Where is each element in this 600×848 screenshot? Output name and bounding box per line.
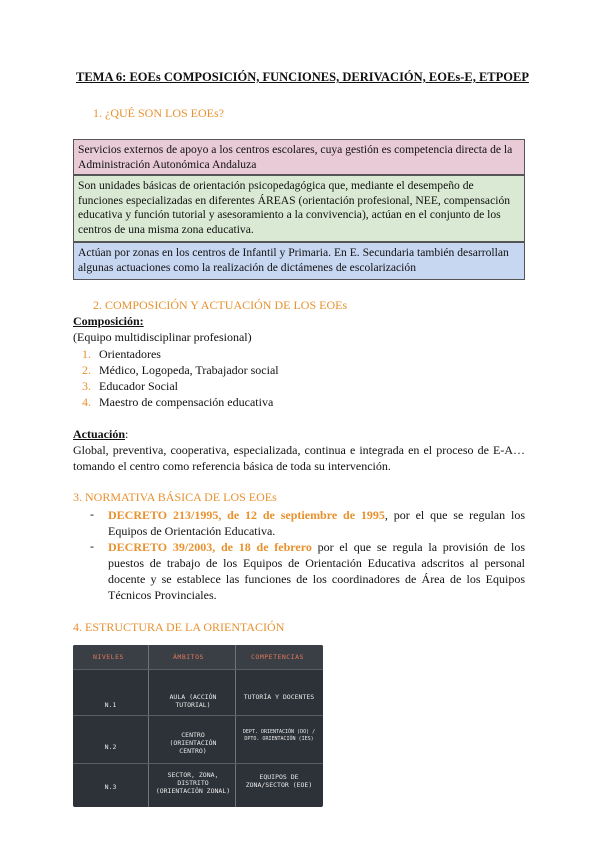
row-2-competencia: DEPT. ORIENTACIÓN (DO) / DPTO. ORIENTACIÓN (IES)	[242, 729, 316, 742]
row-divider	[73, 763, 323, 764]
info-box-1-text: Servicios externos de apoyo a los centros escolares, cuya gestión es competencia directa de la Administración Autonómica Andaluza	[78, 143, 513, 171]
composicion-list	[73, 346, 279, 410]
list-item: 1. Orientadores	[82, 347, 161, 361]
info-box-2	[73, 175, 525, 242]
section-1-heading: 1. ¿QUÉ SON LOS EOEs?	[93, 106, 224, 120]
row-1-nivel: N.1	[104, 701, 117, 709]
list-item: 3. Educador Social	[82, 379, 178, 393]
list-item: 2. Médico, Logopeda, Trabajador social	[82, 363, 279, 377]
actuacion-text: Global, preventiva, cooperativa, especializada, continua e integrada en el proceso de E-A… tomando el centro como referencia básica de toda su intervención.	[73, 443, 525, 473]
info-box-3	[73, 242, 525, 280]
orientation-structure-chalkboard	[73, 645, 323, 807]
header-ambitos: ÁMBITOS	[173, 653, 204, 661]
row-3-ambito: SECTOR, ZONA, DISTRITO (ORIENTACIÓN ZONAL)	[155, 771, 231, 795]
decree-2-text: por el que se regula la provisión de los puestos de trabajo de los Equipos de Orientación Educativa adscritos al personal docente y se establece las funciones de los coordinadores de Área de los Equipos Técnicos Provinciales.	[108, 540, 525, 602]
header-competencias: COMPETENCIAS	[251, 653, 304, 661]
list-item: 4. Maestro de compensación educativa	[82, 395, 274, 409]
decree-1-text: , por el que se regulan los Equipos de Orientación Educativa.	[108, 508, 525, 538]
section-3-heading: 3. NORMATIVA BÁSICA DE LOS EOEs	[73, 490, 277, 504]
row-3-nivel: N.3	[104, 783, 117, 791]
row-1-ambito: AULA (ACCIÓN TUTORIAL)	[169, 693, 217, 709]
row-2-ambito: CENTRO (ORIENTACIÓN CENTRO)	[169, 731, 217, 755]
composicion-subtitle: (Equipo multidisciplinar profesional)	[73, 330, 252, 344]
info-box-2-text: Son unidades básicas de orientación psicopedagógica que, mediante el desempeño de funciones especializadas en diferentes ÁREAS (orientación profesional, NEE, compensación educativa y función tutorial y asesoramiento a la convivencia), actúan en el conjunto de los centros de una misma zona educativa.	[78, 179, 511, 236]
dash-1: -	[90, 507, 94, 521]
decree-2	[108, 539, 525, 603]
actuacion-heading	[73, 427, 128, 442]
info-box-3-text: Actúan por zonas en los centros de Infantil y Primaria. En E. Secundaria también desarrollan algunas actuaciones como la realización de dictámenes de escolarización	[78, 246, 509, 274]
row-2-nivel: N.2	[104, 743, 117, 751]
section-4-heading: 4. ESTRUCTURA DE LA ORIENTACIÓN	[73, 620, 285, 634]
page-title: TEMA 6: EOEs COMPOSICIÓN, FUNCIONES, DERIVACIÓN, EOEs-E, ETPOEP	[76, 70, 529, 84]
row-divider	[73, 669, 323, 670]
dash-2: -	[90, 539, 94, 553]
info-box-1	[73, 139, 525, 175]
actuacion-colon: :	[125, 427, 129, 441]
row-divider	[73, 715, 323, 716]
composicion-label: Composición:	[73, 314, 144, 328]
actuacion-label: Actuación	[73, 427, 125, 441]
row-3-competencia: EQUIPOS DE ZONA/SECTOR (EOE)	[245, 773, 313, 789]
header-niveles: NIVELES	[93, 653, 124, 661]
decree-1	[108, 507, 525, 539]
section-2-heading: 2. COMPOSICIÓN Y ACTUACIÓN DE LOS EOEs	[93, 298, 348, 312]
decree-1-title: DECRETO 213/1995, de 12 de septiembre de 1995	[108, 508, 385, 522]
decree-2-title: DECRETO 39/2003, de 18 de febrero	[108, 540, 312, 554]
row-1-competencia: TUTORÍA Y DOCENTES	[243, 693, 315, 701]
